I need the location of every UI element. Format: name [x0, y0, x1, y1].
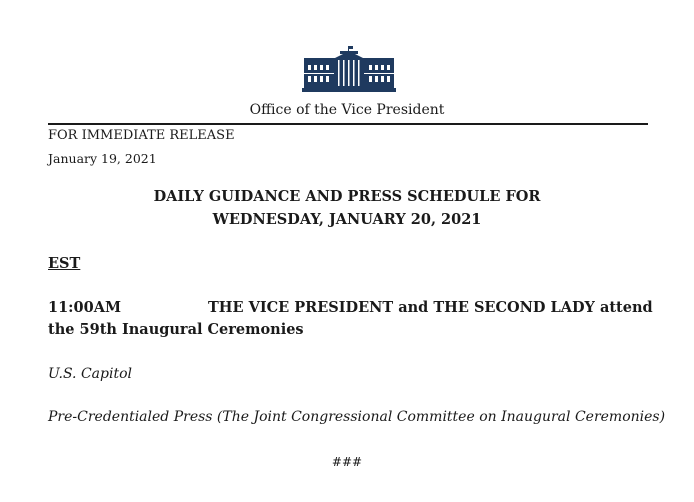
office-name: Office of the Vice President: [249, 102, 445, 118]
timezone-heading: EST: [48, 255, 81, 272]
end-mark: ###: [331, 455, 363, 469]
event-press: Pre-Credentialed Press (The Joint Congressional Committee on Inaugural Ceremonies): [48, 409, 666, 425]
document-title-line2: WEDNESDAY, JANUARY 20, 2021: [212, 211, 482, 228]
event-time: 11:00AM: [48, 299, 122, 316]
release-date: January 19, 2021: [48, 151, 157, 166]
white-house-icon: [302, 46, 396, 92]
document-title-line1: DAILY GUIDANCE AND PRESS SCHEDULE FOR: [153, 188, 541, 205]
header-divider: [48, 123, 648, 125]
release-label: FOR IMMEDIATE RELEASE: [48, 128, 235, 143]
event-description-line1: THE VICE PRESIDENT and THE SECOND LADY attend: [208, 299, 653, 316]
event-description-line2: the 59th Inaugural Ceremonies: [48, 321, 304, 338]
event-location: U.S. Capitol: [48, 366, 132, 382]
